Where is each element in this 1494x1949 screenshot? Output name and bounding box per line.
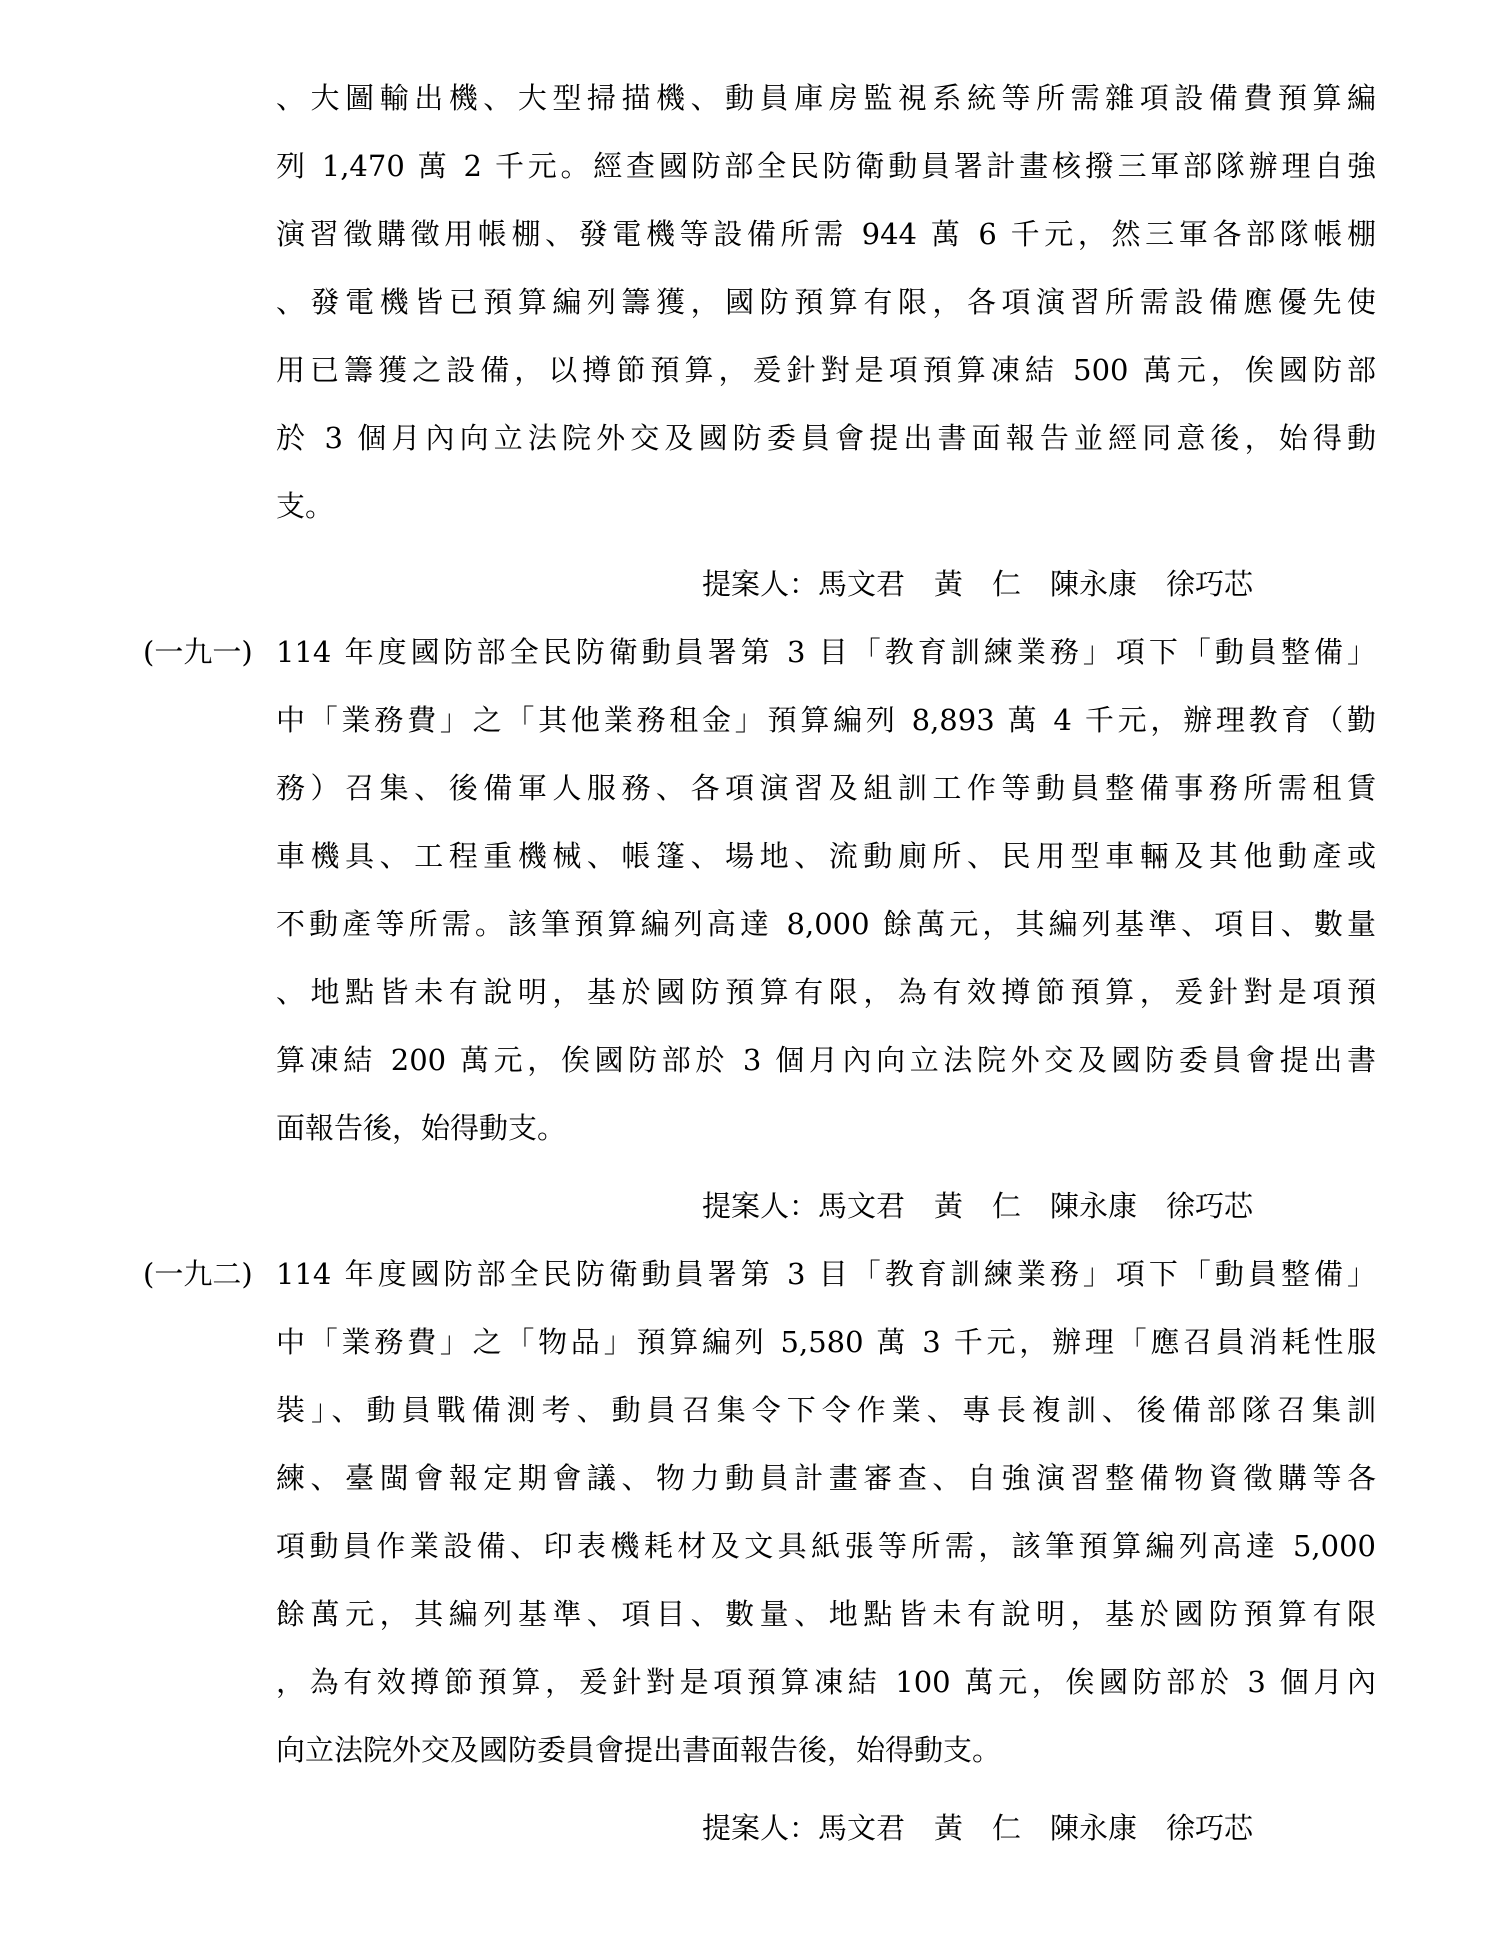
paragraph-line: 項動員作業設備、印表機耗材及文具紙張等所需，該筆預算編列高達 5,000 xyxy=(276,1529,1376,1563)
paragraph-line: 中「業務費」之「物品」預算編列 5,580 萬 3 千元，辦理「應召員消耗性服 xyxy=(276,1325,1376,1359)
item-number: (一九二) xyxy=(143,1257,253,1291)
paragraph-line: 演習徵購徵用帳棚、發電機等設備所需 944 萬 6 千元，然三軍各部隊帳棚 xyxy=(276,217,1376,251)
paragraph-line: ，為有效撙節預算，爰針對是項預算凍結 100 萬元，俟國防部於 3 個月內 xyxy=(276,1665,1376,1699)
paragraph-line: 向立法院外交及國防委員會提出書面報告後，始得動支。 xyxy=(276,1733,1002,1767)
paragraph-line: 114 年度國防部全民防衛動員署第 3 目「教育訓練業務」項下「動員整備」 xyxy=(276,635,1376,669)
paragraph-line: 、地點皆未有說明，基於國防預算有限，為有效撙節預算，爰針對是項預 xyxy=(276,975,1376,1009)
paragraph-line: 114 年度國防部全民防衛動員署第 3 目「教育訓練業務」項下「動員整備」 xyxy=(276,1257,1376,1291)
proposer-line: 提案人：馬文君 黃 仁 陳永康 徐巧芯 xyxy=(702,567,1254,601)
paragraph-line: 算凍結 200 萬元，俟國防部於 3 個月內向立法院外交及國防委員會提出書 xyxy=(276,1043,1376,1077)
paragraph-line: 務）召集、後備軍人服務、各項演習及組訓工作等動員整備事務所需租賃 xyxy=(276,771,1376,805)
paragraph-line: 不動產等所需。該筆預算編列高達 8,000 餘萬元，其編列基準、項目、數量 xyxy=(276,907,1376,941)
paragraph-line: 裝」、動員戰備測考、動員召集令下令作業、專長複訓、後備部隊召集訓 xyxy=(276,1393,1376,1427)
paragraph-line: 用已籌獲之設備，以撙節預算，爰針對是項預算凍結 500 萬元，俟國防部 xyxy=(276,353,1376,387)
paragraph-line: 列 1,470 萬 2 千元。經查國防部全民防衛動員署計畫核撥三軍部隊辦理自強 xyxy=(276,149,1376,183)
paragraph-line: 餘萬元，其編列基準、項目、數量、地點皆未有說明，基於國防預算有限 xyxy=(276,1597,1376,1631)
paragraph-line: 練、臺閩會報定期會議、物力動員計畫審查、自強演習整備物資徵購等各 xyxy=(276,1461,1376,1495)
paragraph-line: 車機具、工程重機械、帳篷、場地、流動廁所、民用型車輛及其他動產或 xyxy=(276,839,1376,873)
paragraph-line: 於 3 個月內向立法院外交及國防委員會提出書面報告並經同意後，始得動 xyxy=(276,421,1376,455)
proposer-line: 提案人：馬文君 黃 仁 陳永康 徐巧芯 xyxy=(702,1189,1254,1223)
paragraph-line: 、大圖輸出機、大型掃描機、動員庫房監視系統等所需雜項設備費預算編 xyxy=(276,81,1376,115)
paragraph-line: 支。 xyxy=(276,489,335,523)
proposer-line: 提案人：馬文君 黃 仁 陳永康 徐巧芯 xyxy=(702,1811,1254,1845)
paragraph-line: 、發電機皆已預算編列籌獲，國防預算有限，各項演習所需設備應優先使 xyxy=(276,285,1376,319)
paragraph-line: 面報告後，始得動支。 xyxy=(276,1111,567,1145)
paragraph-line: 中「業務費」之「其他業務租金」預算編列 8,893 萬 4 千元，辦理教育（勤 xyxy=(276,703,1376,737)
item-number: (一九一) xyxy=(143,635,253,669)
